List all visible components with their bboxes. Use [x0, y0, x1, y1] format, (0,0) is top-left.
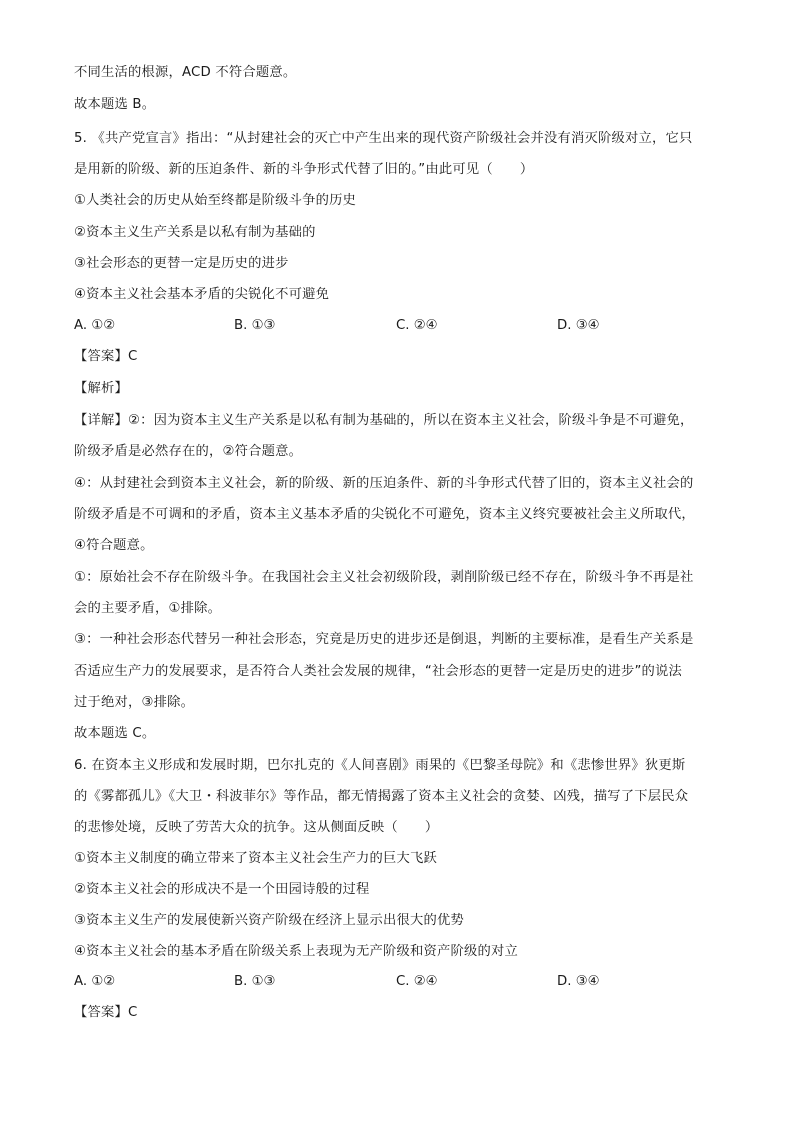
- question-6-stem-cont: 的《雾都孤儿》《大卫・科波菲尔》等作品，都无情揭露了资本主义社会的贪婪、凶残，描写了下层民众: [74, 789, 689, 804]
- detail-line: 阶级矛盾是不可调和的矛盾，资本主义基本矛盾的尖锐化不可避免，资本主义终究要被社会主义所取代，: [74, 507, 695, 522]
- question-6-item-3: ③资本主义生产的发展使新兴资产阶级在经济上显示出很大的优势: [74, 913, 465, 928]
- question-6-option-d: D. ③④: [557, 974, 600, 989]
- detail-line: ④符合题意。: [74, 538, 154, 553]
- question-5-analysis-label: 【解析】: [74, 381, 128, 396]
- question-5-item-2: ②资本主义生产关系是以私有制为基础的: [74, 225, 316, 240]
- question-6-item-4: ④资本主义社会的基本矛盾在阶级关系上表现为无产阶级和资产阶级的对立: [74, 944, 519, 959]
- question-6-stem: 6. 在资本主义形成和发展时期，巴尔扎克的《人间喜剧》雨果的《巴黎圣母院》和《悲惨世界》狄更斯: [74, 758, 686, 773]
- detail-line: 会的主要矛盾，①排除。: [74, 601, 222, 616]
- detail-line: 【详解】②：因为资本主义生产关系是以私有制为基础的，所以在资本主义社会，阶级斗争是不可避免，: [74, 413, 694, 428]
- question-5-item-3: ③社会形态的更替一定是历史的进步: [74, 256, 289, 271]
- question-6-answer: 【答案】C: [74, 1005, 138, 1020]
- question-6-item-1: ①资本主义制度的确立带来了资本主义社会生产力的巨大飞跃: [74, 851, 438, 866]
- detail-line: 故本题选 C。: [74, 726, 156, 741]
- detail-line: ④：从封建社会到资本主义社会，新的阶级、新的压迫条件、新的斗争形式代替了旧的，资本主义社会的: [74, 476, 694, 491]
- text-line: 不同生活的根源，ACD 不符合题意。: [74, 65, 297, 80]
- text-line: 故本题选 B。: [74, 97, 156, 112]
- question-6-option-b: B. ①③: [234, 974, 276, 989]
- question-5-option-c: C. ②④: [396, 318, 438, 333]
- detail-line: ①：原始社会不存在阶级斗争。在我国社会主义社会初级阶段，剥削阶级已经不存在，阶级斗争不再是社: [74, 570, 694, 585]
- question-6-item-2: ②资本主义社会的形成决不是一个田园诗般的过程: [74, 882, 370, 897]
- question-5-stem: 5. 《共产党宣言》指出：“从封建社会的灭亡中产生出来的现代资产阶级社会并没有消灭阶级对立，它只: [74, 131, 693, 146]
- question-5-option-d: D. ③④: [557, 318, 600, 333]
- question-5-option-a: A. ①②: [74, 318, 116, 333]
- question-6-option-c: C. ②④: [396, 974, 438, 989]
- question-6-stem-cont: 的悲惨处境，反映了劳苦大众的抗争。这从侧面反映（ ）: [74, 820, 439, 835]
- question-5-item-1: ①人类社会的历史从始至终都是阶级斗争的历史: [74, 193, 357, 208]
- question-5-stem-cont: 是用新的阶级、新的压迫条件、新的斗争形式代替了旧的。”由此可见（ ）: [74, 162, 534, 177]
- detail-line: ③：一种社会形态代替另一种社会形态，究竟是历史的进步还是倒退，判断的主要标准，是看生产关系是: [74, 632, 694, 647]
- detail-line: 过于绝对，③排除。: [74, 695, 195, 710]
- question-5-item-4: ④资本主义社会基本矛盾的尖锐化不可避免: [74, 287, 330, 302]
- detail-line: 阶级矛盾是必然存在的，②符合题意。: [74, 444, 303, 459]
- question-6-option-a: A. ①②: [74, 974, 116, 989]
- question-5-answer: 【答案】C: [74, 349, 138, 364]
- detail-line: 否适应生产力的发展要求，是否符合人类社会发展的规律，“社会形态的更替一定是历史的进步”的说法: [74, 664, 683, 679]
- question-5-option-b: B. ①③: [234, 318, 276, 333]
